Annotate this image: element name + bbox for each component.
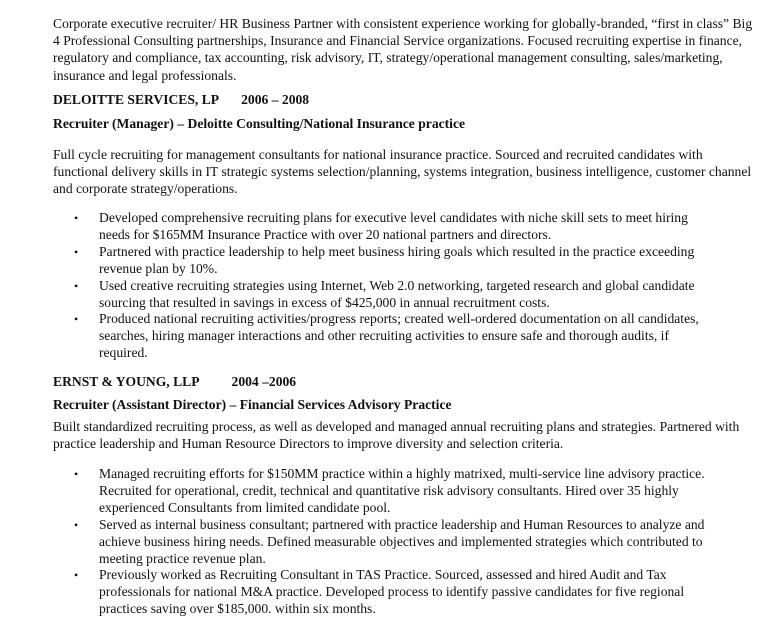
- list-item: • Managed recruiting efforts for $150MM practice within a highly matrixed, multi-service line advisory practice. Recruited for operational, credit, technical and quantitative risk advisory consultants. Hired over 35 highly experienced Consultants from limited candidate pool.: [74, 466, 705, 515]
- list-item: • Served as internal business consultant; partnered with practice leadership and Human Resources to analyze and achieve business hiring needs. Defined measurable objectives and implemented strategies which contributed to meeting practice revenue plan.: [74, 516, 705, 566]
- bullet-icon: •: [74, 517, 79, 532]
- company-heading-deloitte: [53, 91, 753, 108]
- list-item: • Used creative recruiting strategies using Internet, Web 2.0 networking, targeted research and global candidate sourcing that resulted in savings in excess of $425,000 in annual recruitment costs.: [74, 277, 695, 310]
- bullet-icon: •: [74, 568, 79, 583]
- list-item: • Produced national recruiting activities/progress reports; created well-ordered documentation on all candidates, searches, hiring manager interactions and other recruiting activities to ensure safe and thorough audits, if required.: [74, 311, 699, 361]
- bullet-list-ernst-young: [60, 466, 720, 618]
- job-description-ernst-young: Built standardized recruiting process, as well as developed and managed annual recruiting plans and strategies. Partnered with practice leadership and Human Resource Directors to improve diversity and selection criteria.: [53, 419, 740, 452]
- bullet-list-deloitte: [60, 210, 720, 362]
- bullet-icon: •: [74, 467, 79, 481]
- bullet-icon: •: [74, 278, 79, 293]
- job-title-ernst-young: Recruiter (Assistant Director) – Financial Services Advisory Practice: [53, 397, 452, 412]
- employment-dates: 2006 – 2008: [241, 92, 310, 107]
- list-item: • Partnered with practice leadership to help meet business hiring goals which resulted in the practice exceeding revenue plan by 10%.: [74, 243, 695, 276]
- bullet-icon: •: [74, 312, 79, 327]
- job-title-deloitte: Recruiter (Manager) – Deloitte Consulting/National Insurance practice: [53, 116, 466, 131]
- bullet-icon: •: [74, 211, 79, 225]
- job-description-deloitte: Full cycle recruiting for management consultants for national insurance practice. Sourced and recruited candidates with functional delivery skills in IT strategic systems selection/planning, systems integration, business intelligence, customer channel and corporate strategy/operations.: [53, 147, 752, 197]
- company-heading-ernst-young: [53, 373, 753, 390]
- summary-paragraph: Corporate executive recruiter/ HR Business Partner with consistent experience working for globally-branded, “first in class” Big 4 Professional Consulting partnerships, Insurance and Financial Service organizations. Focused recruiting expertise in finance, regulatory and compliance, tax accounting, risk advisory, IT, strategy/operational management consulting, sales/marketing, insurance and legal professionals.: [53, 16, 753, 83]
- company-name: DELOITTE SERVICES, LP: [53, 92, 220, 107]
- list-item: • Developed comprehensive recruiting plans for executive level candidates with niche skill sets to meet hiring needs for $165MM Insurance Practice with over 20 national partners and directors.: [74, 210, 688, 242]
- employment-dates: 2004 –2006: [231, 374, 297, 389]
- company-name: ERNST & YOUNG, LLP: [53, 374, 200, 389]
- bullet-icon: •: [74, 244, 79, 259]
- list-item: • Previously worked as Recruiting Consultant in TAS Practice. Sourced, assessed and hired Audit and Tax professionals for national M&A practice. Developed process to identify passive candidates for five regional practices saving over $185,000. within six months.: [74, 567, 685, 617]
